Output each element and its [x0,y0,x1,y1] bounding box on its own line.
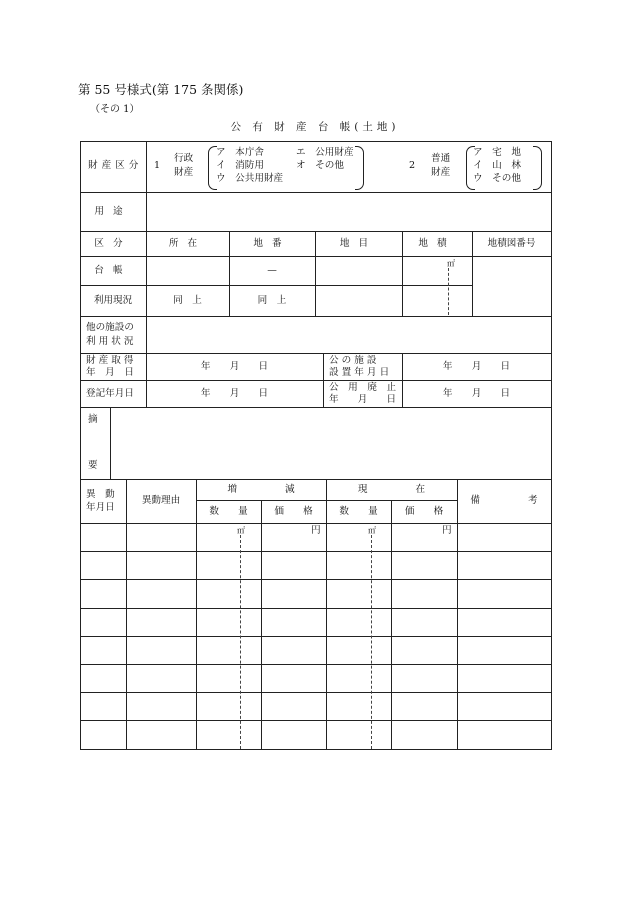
category-2-option-a: ア 宅 地 [473,147,521,158]
register-area-unit: ㎡ [447,259,455,268]
acquired-date-line1: 財 産 取 得 [86,355,134,366]
inc-price-header: 価 格 [274,506,313,517]
col-map-number: 地積図番号 [487,238,536,249]
category-1-option-a: ア 本庁舎 [216,147,264,158]
summary-char2: 要 [88,460,98,471]
category-1-name-line1: 行政 [174,153,194,164]
category-1-number: 1 [154,160,161,171]
register-lot-value: — [267,265,277,276]
public-set-line1: 公 の 施 設 [329,355,377,366]
category-1-name-line2: 財産 [174,167,194,178]
col-location: 所在 [168,238,207,249]
register-label: 台帳 [94,265,132,276]
usage-status-lot: 同 上 [257,295,287,306]
cur-price-header: 価 格 [404,506,444,517]
category-2-name-line2: 財産 [431,167,451,178]
other-facility-line2: 利 用 状 況 [86,336,134,347]
col-lot-number: 地番 [253,238,291,249]
public-set-line2: 設 置 年 月 日 [329,367,390,378]
right-brace-group2 [533,146,542,190]
category-1-option-o: オ その他 [296,160,344,171]
col-land-type: 地目 [339,238,378,249]
public-set-value: 年 月 日 [442,361,511,372]
summary-char1: 摘 [88,414,98,425]
change-reason-header: 異動理由 [141,495,181,506]
usage-label: 用途 [94,206,132,217]
category-2-option-u: ウ その他 [473,173,521,184]
usage-status-label: 利用現況 [93,295,133,306]
abolished-line2: 年 月 日 [329,394,397,405]
form-number: 第 55 号様式(第 175 条関係) [78,82,244,97]
category-2-option-i: イ 山 林 [473,160,521,171]
change-date-line1: 異 動 [86,489,115,500]
other-facility-line1: 他の施設の [86,322,134,333]
category-1-option-u: ウ 公共用財産 [216,173,284,184]
form-sub-number: （その 1） [90,104,140,115]
abolished-value: 年 月 日 [442,388,511,399]
category-2-number: 2 [409,160,416,171]
registered-date-value: 年 月 日 [200,388,269,399]
cur-currency-unit: 円 [442,525,452,536]
cur-quantity-header: 数 量 [339,506,378,517]
remarks-header: 備 考 [470,495,538,506]
current-header: 現 在 [357,484,426,495]
cur-area-unit: ㎡ [368,526,376,535]
category-1-option-e: エ 公用財産 [296,147,354,158]
inc-area-unit: ㎡ [237,526,245,535]
inc-currency-unit: 円 [311,525,321,536]
document-title: 公 有 財 産 台 帳(土地) [230,121,400,133]
usage-status-location: 同 上 [173,295,202,306]
col-area: 地積 [418,238,456,249]
acquired-date-line2: 年 月 日 [86,367,134,378]
col-section: 区分 [94,238,132,249]
registered-date-label: 登記年月日 [86,388,134,399]
category-1-option-i: イ 消防用 [216,160,264,171]
category-2-name-line1: 普通 [431,153,451,164]
abolished-line1: 公 用 廃 止 [329,382,397,393]
change-date-line2: 年月日 [86,502,115,513]
inc-quantity-header: 数 量 [209,506,248,517]
increase-decrease-header: 増 減 [227,484,295,495]
acquired-date-value: 年 月 日 [200,361,269,372]
property-category-label: 財産区分 [88,160,143,171]
right-brace-group1 [355,146,364,190]
